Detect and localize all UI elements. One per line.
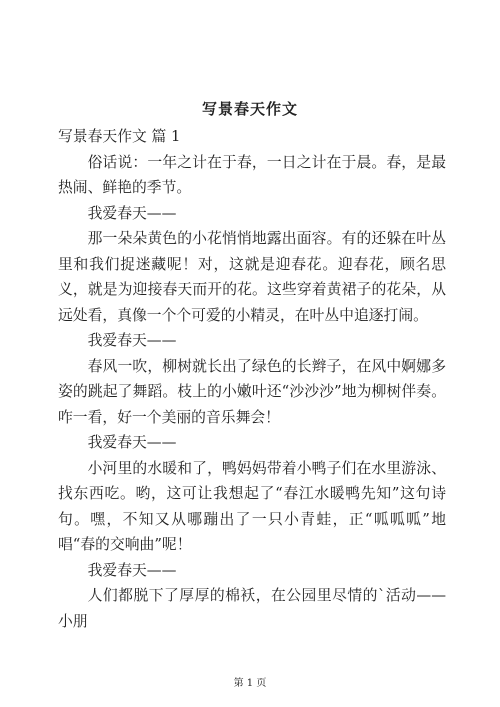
paragraph-willow: 春风一吹，柳树就长出了绿色的长辫子，在风中婀娜多姿的跳起了舞蹈。枝上的小嫩叶还“沙沙沙”地为柳树伴奏。咋一看，好一个美丽的音乐舞会！ <box>58 357 446 426</box>
document-title: 写景春天作文 <box>201 100 298 118</box>
document-body <box>58 124 446 634</box>
page-number: 第 1 页 <box>233 678 267 689</box>
paragraph-river: 小河里的水暖和了，鸭妈妈带着小鸭子们在水里游泳、找东西吃。哟，这可让我想起了“春江水暖鸭先知”这句诗句。嘿，不知又从哪蹦出了一只小青蛙，正“呱呱呱”地唱“春的交响曲”呢！ <box>58 459 446 553</box>
paragraph-refrain: 我爱春天—— <box>87 434 177 451</box>
section-subtitle: 写景春天作文 篇 1 <box>58 128 181 145</box>
paragraph-flowers: 那一朵朵黄色的小花悄悄地露出面容。有的还躲在叶丛里和我们捉迷藏呢！对，这就是迎春花。迎春花，顾名思义，就是为迎接春天而开的花。这些穿着黄裙子的花朵，从远处看，真像一个个可爱的小精灵，在叶丛中追逐打闹。 <box>58 230 446 324</box>
paragraph-refrain: 我爱春天—— <box>87 561 177 579</box>
paragraph-refrain: 我爱春天—— <box>87 332 177 349</box>
paragraph-refrain: 我爱春天—— <box>87 204 177 222</box>
paragraph-intro: 俗话说：一年之计在于春，一日之计在于晨。春，是最热闹、鲜艳的季节。 <box>58 153 446 196</box>
paragraph-park: 人们都脱下了厚厚的棉袄，在公园里尽情的`活动——小朋 <box>58 587 446 630</box>
